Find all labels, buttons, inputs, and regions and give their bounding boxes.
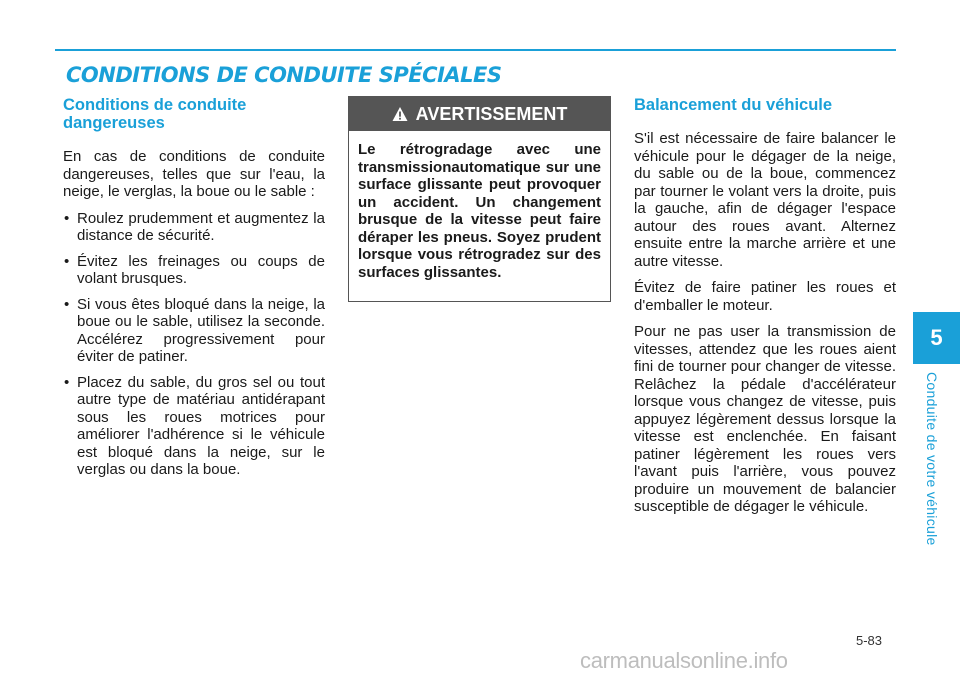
chapter-title: Conduite de votre véhicule [924, 372, 940, 546]
top-rule [55, 49, 896, 51]
watermark: carmanualsonline.info [580, 648, 788, 673]
warning-box [348, 96, 611, 302]
page-number: 5-83 [856, 633, 883, 648]
warning-title: AVERTISSEMENT [415, 103, 568, 124]
paragraph: Évitez de faire patiner les roues et d'emballer le moteur. [634, 279, 896, 314]
right-column [634, 96, 896, 525]
list-item: • Placez du sable, du gros sel ou tout autre type de matériau antidérapant sous les roues motrices pour améliorer l'adhérence si le véhicule est bloqué dans la neige, sur le verglas ou dans la boue. [63, 374, 325, 479]
left-column [63, 96, 325, 487]
list-item: • Évitez les freinages ou coups de volant brusques. [63, 253, 325, 288]
warning-header [349, 97, 610, 131]
list-item: • Roulez prudemment et augmentez la distance de sécurité. [63, 210, 325, 245]
right-heading: Balancement du véhicule [634, 96, 833, 114]
section-title: CONDITIONS DE CONDUITE SPÉCIALES [66, 63, 502, 87]
list-item: • Si vous êtes bloqué dans la neige, la boue ou le sable, utilisez la seconde. Accélérez progressivement pour éviter de patiner. [63, 296, 325, 366]
chapter-tab: 5 [913, 312, 960, 364]
warning-triangle-icon [392, 106, 408, 122]
left-bullet-list [63, 210, 325, 479]
paragraph: Pour ne pas user la transmission de vitesses, attendez que les roues aient fini de tourner pour changer de vitesse. Relâchez la pédale d'accélérateur lorsque vous changez de vitesse, puis appuyez légèrement dessus lorsque la vitesse est enclenchée. En faisant patiner légèrement les roues vers l'avant puis l'arrière, vous pouvez produire un mouvement de balancier susceptible de dégager le véhicule. [634, 323, 896, 515]
warning-text: Le rétrogradage avec une transmissionautomatique sur une surface glissante peut provoquer un accident. Un changement brusque de la vitesse peut faire déraper les pneus. Soyez prudent lorsque vous rétrogradez sur des surfaces glissantes. [358, 141, 601, 281]
left-intro: En cas de conditions de conduite dangereuses, telles que sur l'eau, la neige, le verglas, la boue ou le sable : [63, 148, 325, 200]
paragraph: S'il est nécessaire de faire balancer le véhicule pour le dégager de la neige, du sable ou de la boue, commencez par tourner le volant vers la droite, puis la gauche, afin de dégager l'espace autour des roues avant. Alternez ensuite entre la marche arrière et une autre vitesse. [634, 130, 896, 270]
left-heading: Conditions de conduite dangereuses [63, 96, 247, 132]
